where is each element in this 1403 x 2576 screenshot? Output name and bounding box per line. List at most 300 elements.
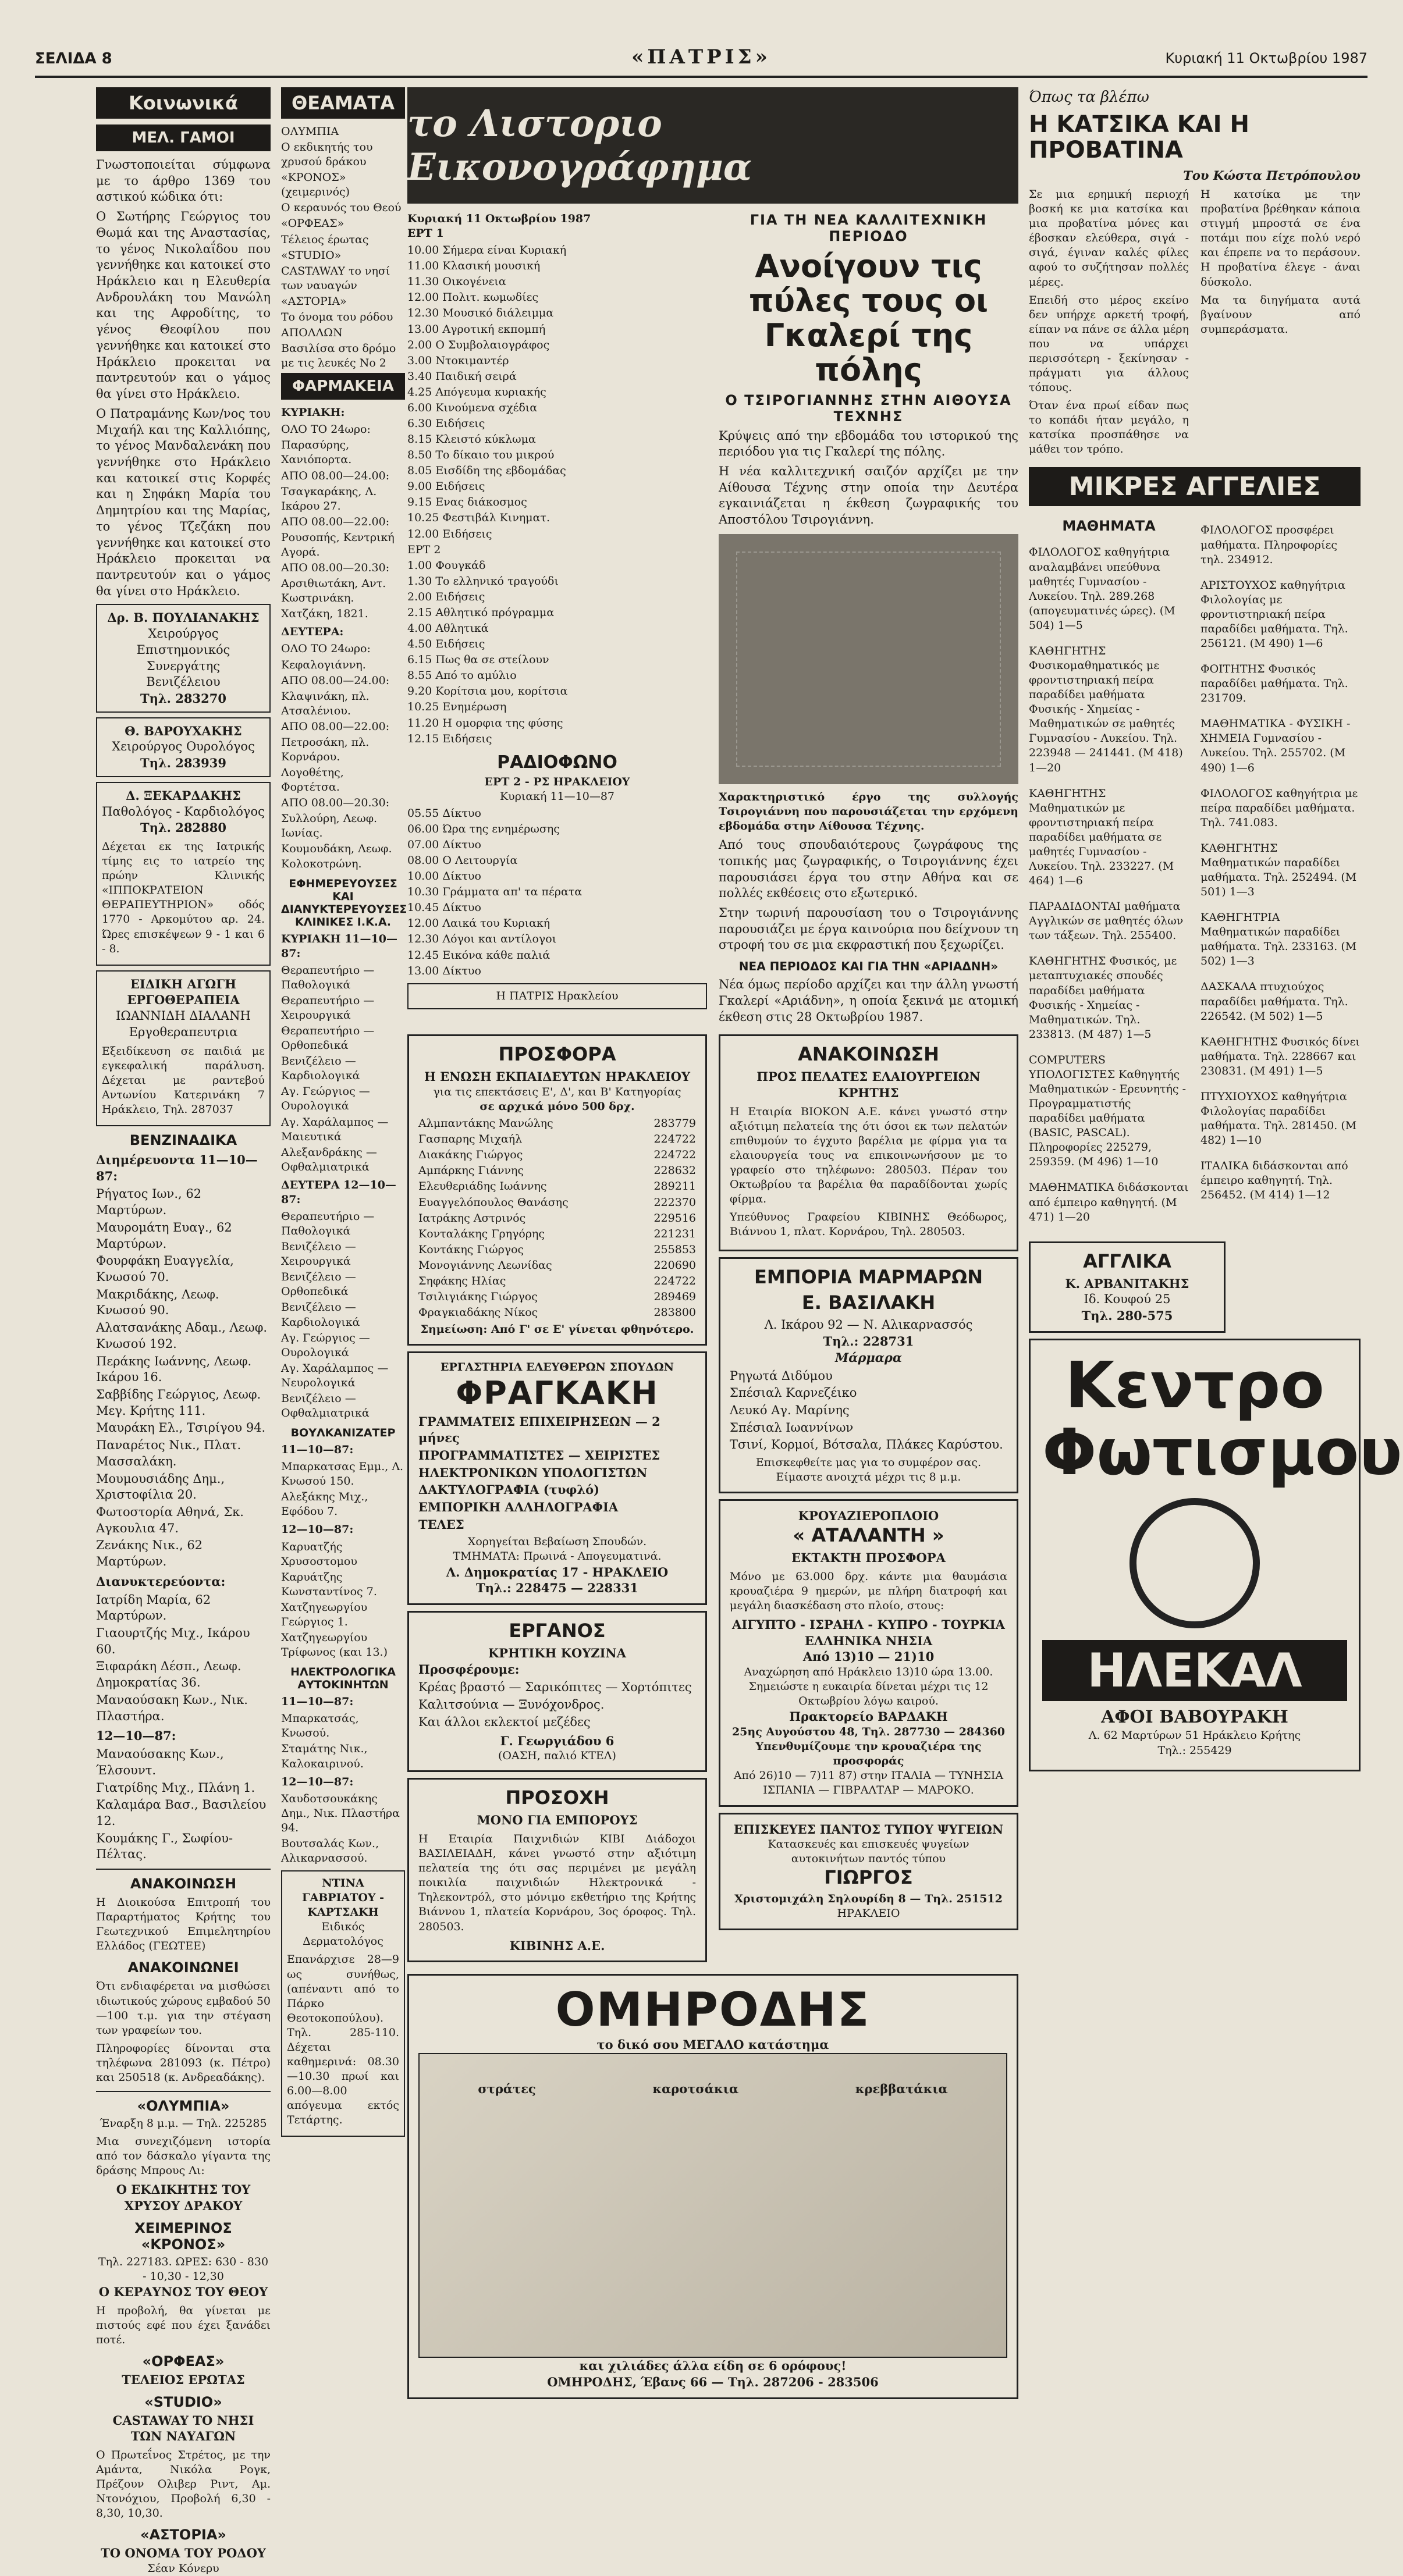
show-item: «STUDIO» (281, 248, 342, 262)
cinema-astoria-film: ΤΟ ΟΝΟΜΑ ΤΟΥ ΡΟΔΟΥ (101, 2546, 266, 2561)
instructor-phone: 289469 (653, 1290, 696, 1304)
list-item: Χαυδοτσουκάκης Δημ., Νικ. Πλαστήρα 94. (281, 1792, 400, 1834)
paper-name: «ΠΑΤΡΙΣ» (631, 45, 771, 69)
lighting-sub: ΑΦΟΙ ΒΑΒΟΥΡΑΚΗ (1101, 1706, 1288, 1727)
list-item: Φουρφάκη Ευαγγελία, Κνωσού 70. (96, 1254, 234, 1284)
list-item: Περάκης Ιωάννης, Λεωφ. Ικάρου 16. (96, 1354, 252, 1385)
fridge-ad (719, 1813, 1018, 1930)
tv-item: 13.00 Αγροτική εκπομπή (407, 322, 546, 336)
column-headline: Η ΚΑΤΣΙΚΑ ΚΑΙ Η ΠΡΟΒΑΤΙΝΑ (1029, 111, 1249, 164)
tv-item: 11.30 Οικογένεια (407, 275, 506, 289)
list-item: ΟΛΟ ΤΟ 24ωρο: (281, 423, 371, 436)
tv-item: 4.00 Αθλητικά (407, 622, 489, 635)
therapist-role: Εργοθεραπευτρια (129, 1024, 238, 1039)
list-item: ΟΛΟ ΤΟ 24ωρο: (281, 642, 371, 656)
column-author: Του Κώστα Πετρόπουλου (1183, 168, 1361, 183)
radio-date: Κυριακή 11—10—87 (499, 789, 615, 803)
headline: Ανοίγουν τις πύλες τους οι Γκαλερί της πόλης (748, 248, 989, 389)
classified-ad: ΠΑΡΑΔΙΔΟΝΤΑΙ μαθήματα Αγγλικών σε μαθητές όλων των τάξεων. Τηλ. 255400. (1029, 900, 1184, 942)
cinema-olympia-text: Μια συνεχιζόμενη ιστορία από τον δάσκαλο γίγαντα της δράσης Μπρους Λι: (96, 2135, 271, 2177)
notice-title: ΑΝΑΚΟΙΝΩΣΗ (130, 1876, 237, 1892)
cruise-morocco: Υπενθυμίζουμε την κρουαζιέρα της προσφοράς (755, 1740, 982, 1768)
cinema-studio-title: «STUDIO» (144, 2393, 222, 2410)
list-item: Τσαγκαράκης, Λ. Ικάρου 27. (281, 485, 377, 513)
lighting-addr: Λ. 62 Μαρτύρων 51 Ηράκλειο Κρήτης (1088, 1729, 1301, 1742)
list-item: Μαναούσακη Κων., Νικ. Πλαστήρα. (96, 1692, 248, 1723)
new-period-title: ΝΕΑ ΠΕΡΙΟΔΟΣ ΚΑΙ ΓΙΑ ΤΗΝ «ΑΡΙΑΔΝΗ» (738, 959, 999, 974)
tv-item: 12.00 Πολιτ. κωμωδίες (407, 291, 539, 304)
weddings-intro: Γνωστοποιείται σύμφωνα με το άρθρο 1369 του αστικού κώδικα ότι: (96, 158, 271, 204)
radio-item: 08.00 Ο Λειτουργία (407, 854, 518, 867)
list-item: Πετροσάκη, πλ. Κορνάρου. (281, 735, 370, 763)
list-item: Σταμάτης Νικ., Καλοκαιρινού. (281, 1742, 368, 1770)
article-p1: Κρύψεις από την εβδομάδα του ιστορικού της περιόδου για τις Γκαλερί της πόλης. (719, 428, 1018, 459)
doctor-specialty: Χειρούργος (148, 627, 219, 641)
tv-channel: ΕΡΤ 1 (407, 227, 444, 240)
instructor-phone: 221231 (653, 1227, 696, 1240)
therapy-ad (96, 970, 271, 1126)
product-label: στράτες (478, 2082, 536, 2097)
tv-item: 9.15 Ενας διάκοσμος (407, 496, 527, 509)
classifieds-left (1029, 512, 1189, 1235)
toys-sub: ΜΟΝΟ ΓΙΑ ΕΜΠΟΡΟΥΣ (477, 1813, 638, 1828)
radio-item: 12.45 Εικόνα κάθε παλιά (407, 948, 550, 962)
english-lessons-ad (1029, 1241, 1226, 1333)
list-item: ΑΠΟ 08.00—24.00: (281, 674, 390, 687)
instructor-name: Μονογιάννης Λεωνίδας (418, 1258, 552, 1272)
classified-ad: ΔΑΣΚΑΛΑ πτυχιούχος παραδίδει μαθήματα. Τηλ. 226542. (Μ 502) 1—5 (1200, 980, 1348, 1023)
cruise-morocco3: ΙΣΠΑΝΙΑ — ΓΙΒΡΑΛΤΑΡ — ΜΑΡΟΚΟ. (763, 1784, 974, 1797)
restaurant-sub: ΚΡΗΤΙΚΗ ΚΟΥΖΙΝΑ (488, 1645, 626, 1660)
section-list (96, 1746, 271, 1863)
divider (96, 2091, 271, 2092)
column-right (1200, 184, 1361, 460)
restaurant-title: ΕΡΓΑΝΟΣ (509, 1619, 606, 1642)
list-item: ΑΠΟ 08.00—22.00: (281, 720, 390, 733)
tv-guide (407, 212, 707, 1029)
instructor-phone: 229516 (653, 1211, 696, 1225)
electrical-list (281, 1695, 405, 1866)
section-list (96, 1592, 271, 1725)
feature-masthead: το Λιστοριο Εικονογράφημα (407, 87, 1018, 204)
cinema-kronos-film: Ο ΚΕΡΑΥΝΟΣ ΤΟΥ ΘΕΟΥ (98, 2284, 268, 2299)
offer-list (418, 1116, 696, 1320)
instructor-phone: 224722 (653, 1274, 696, 1287)
article-p3: Από τους σπουδαιότερους ζωγράφους της τοπικής μας ζωγραφικής, ο Τσιρογιάννης έχει παρουσιάσει έργα του στην Αθήνα και σε πολλές εκθέσεις στο εξωτερικό. (719, 838, 1018, 901)
cinema-olympia-film: Ο ΕΚΔΙΚΗΤΗΣ ΤΟΥ ΧΡΥΣΟΥ ΔΡΑΚΟΥ (116, 2182, 251, 2213)
cinema-astoria-text: Σέαν Κόνερυ (147, 2562, 219, 2575)
therapy-title: ΕΙΔΙΚΗ ΑΓΩΓΗ (130, 976, 236, 991)
show-item: «ΑΣΤΟΡΙΑ» (281, 294, 347, 308)
list-item: Βενιζέλειο — Ορθοπεδικά (281, 1271, 356, 1298)
omirodis-name: ΟΜΗΡΟΔΗΣ (555, 1983, 871, 2037)
cruise-morocco2: Από 26)10 — 7)11 87) στην ΙΤΑΛΙΑ — ΤΥΝΗΣΙΑ (733, 1769, 1004, 1782)
doctor-role: Επιστημονικός Συνεργάτης (136, 642, 230, 673)
school-course: ΤΕΛΕΣ (418, 1517, 464, 1532)
list-item: Μουμουσιάδης Δημ., Χριστοφίλια 20. (96, 1471, 225, 1502)
show-item: «ΟΡΦΕΑΣ» (281, 217, 344, 230)
instructor-row (418, 1290, 696, 1304)
ads-right (719, 1029, 1018, 1968)
list-item: Κουμουδάκη, Λεωφ. Κολοκοτρώνη. (281, 842, 392, 870)
cinema-studio-film: CASTAWAY ΤΟ ΝΗΣΙ ΤΩΝ ΝΑΥΑΓΩΝ (112, 2413, 254, 2444)
instructor-phone: 228632 (653, 1164, 696, 1177)
section-title: ΓΙΑ ΤΗ ΝΕΑ ΚΑΛΛΙΤΕΧΝΙΚΗ ΠΕΡΙΟΔΟ (750, 212, 988, 244)
section-list (281, 1540, 405, 1660)
show-item: ΟΛΥΜΠΙΑ (281, 125, 339, 138)
offer-note: Σημείωση: Από Γ' σε Ε' γίνεται φθηνότερο. (420, 1323, 694, 1336)
instructor-row (418, 1258, 696, 1273)
radio-item: 05.55 Δίκτυο (407, 806, 481, 820)
list-item: Αλατσανάκης Αδαμ., Λεωφ. Κνωσού 192. (96, 1321, 268, 1351)
hospital-list (281, 932, 405, 1421)
doctor-ad-3 (96, 782, 271, 966)
list-item: Λογοθέτης, Φορτέτσα. (281, 766, 344, 794)
instructor-phone: 283800 (653, 1306, 696, 1319)
tv-item: 9.00 Ειδήσεις (407, 480, 485, 493)
cruise-ad (719, 1499, 1018, 1806)
menu-item: Και άλλοι εκλεκτοί μεζέδες (418, 1714, 591, 1729)
section-date: 11—10—87: (281, 1695, 354, 1709)
dermatologist-text: Επανάρχισε 28—9 ως συνήθως, (απέναντι από το Πάρκο Θεοτοκοπούλου). Τηλ. 285-110. Δέχεται καθημερινά: 08.30—10.30 πρωί και 6.00—8.00 απόγευμα εκτός Τετάρτης. (287, 1953, 399, 2127)
marble-item: Λευκό Αγ. Μαρίνης (730, 1403, 850, 1418)
list-item: Μαυρομάτη Ευαγ., 62 Μαρτύρων. (96, 1220, 232, 1251)
classified-ad: ΜΑΘΗΜΑΤΙΚΑ - ΦΥΣΙΚΗ - ΧΗΜΕΙΑ Γυμνασίου - Λυκείου. Τηλ. 255702. (Μ 490) 1—6 (1200, 717, 1351, 774)
doctor-phone: Τηλ. 283270 (140, 691, 226, 706)
column-title: Όπως τα βλέπω (1029, 88, 1149, 106)
dermatologist-specialty: Ειδικός Δερματολόγος (303, 1920, 383, 1948)
page-label: ΣΕΛΙΔΑ 8 (35, 50, 112, 67)
fridge-text: Κατασκευές και επισκευές ψυγείων αυτοκινήτων παντός τύπου (768, 1838, 969, 1866)
tv-item: 4.50 Ειδήσεις (407, 638, 485, 651)
product-label: καροτσάκια (652, 2082, 739, 2097)
radio-item: 06.00 Ώρα της ενημέρωσης (407, 822, 560, 835)
patris-box: Η ΠΑΤΡΙΣ Ηρακλείου (407, 983, 707, 1009)
instructor-phone: 220690 (653, 1258, 696, 1272)
instructor-phone: 224722 (653, 1133, 696, 1146)
omirodis-note: και χιλιάδες άλλα είδη σε 6 ορόφους! (579, 2358, 847, 2374)
list-item: Καρυατζής Χρυσοστομου (281, 1540, 357, 1568)
oil-notice-ad (719, 1034, 1018, 1251)
cruise-depart: Αναχώρηση από Ηράκλειο 13)10 ώρα 13.00. (744, 1666, 993, 1679)
social-banner: Κοινωνικά (96, 87, 271, 119)
instructor-phone: 289211 (653, 1180, 696, 1193)
marble-addr: Λ. Ικάρου 92 — Ν. Αλικαρνασσός (764, 1318, 973, 1332)
list-item: Αγ. Γεώργιος — Ουρολογικά (281, 1331, 370, 1359)
fuel-stations-list (96, 1152, 271, 1863)
marble-item: Σπέσιαλ Καρνεζέικο (730, 1386, 857, 1400)
tv-item: 4.25 Απόγευμα κυριακής (407, 385, 546, 399)
classified-ad: ΜΑΘΗΜΑΤΙΚΑ διδάσκονται από έμπειρο καθηγητή. (Μ 471) 1—20 (1029, 1181, 1189, 1223)
wedding-notice-2: Ο Πατραμάνης Κων/νος του Μιχαήλ και της Καλλιόπης, το γένος Μανδαλενάκη που γεννήθηκε στο Ηράκλειο και κατοικεί στις Κορφές και η Σηφάκη Μαρία του Δημητρίου και της Μαρίας, το γένος Τζεζάκη που γεννήθηκε και κατοικεί στο Ηράκλειο προκειται να παντρευτούν και ο γάμος θα γίνει στο Ηράκλειο. (96, 406, 271, 598)
doctor-specialty: Παθολόγος - Καρδιολόγος (102, 804, 265, 819)
lighting-tel: Τηλ.: 255429 (1157, 1744, 1232, 1757)
tv-item: 8.05 Εισδίδη της εβδομάδας (407, 464, 566, 478)
tv-item: 11.20 Η ομορφια της φύσης (407, 716, 563, 730)
radio-item: 10.45 Δίκτυο (407, 901, 481, 915)
column-p2: Επειδή στο μέρος εκείνο δεν υπήρχε αρκετή τροφή, είπαν να πάνε σε άλλα μέρη που να υπάρχει περισσότερη - ξεκίνησαν - πράγματι για άλλους τόπους. (1029, 293, 1189, 394)
instructor-name: Αμπάρκης Γιάννης (418, 1164, 524, 1177)
list-item: Ρήγατος Ιων., 62 Μαρτύρων. (96, 1187, 202, 1218)
classified-ad: ΦΙΛΟΛΟΓΟΣ καθηγήτρια αναλαμβάνει υπεύθυνα μαθητές Γυμνασίου - Λυκείου. Τηλ. 289.268 (απογευματινές ώρες). (Μ 504) 1—5 (1029, 546, 1175, 632)
list-item: Μπαρκατσάς, Κνωσού. (281, 1712, 359, 1740)
list-item: Αλεξανδράκης — Οφθαλμιατρικά (281, 1145, 377, 1173)
list-item: Γιαουρτζής Μιχ., Ικάρου 60. (96, 1626, 250, 1656)
instructor-name: Τσιλιγιάκης Γιώργος (418, 1290, 538, 1304)
tv-item: 9.20 Κορίτσια μου, κορίτσια (407, 685, 568, 698)
section-date: 12—10—87: (281, 1775, 354, 1788)
fridge-city: ΗΡΑΚΛΕΙΟ (837, 1907, 900, 1920)
tv-item: 1.00 Φουγκάδ (407, 558, 486, 572)
pharmacy-banner: ΦΑΡΜΑΚΕΙΑ (281, 373, 405, 400)
column-listings (281, 87, 407, 2127)
doctor-phone: Τηλ. 283939 (140, 756, 226, 771)
marble-note1: Επισκεφθείτε μας για το συμφέρον σας. (755, 1456, 982, 1470)
oil-notice-sign: Υπεύθυνος Γραφείου ΚΙΒΙΝΗΣ Θεόδωρος, Βιάννου 1, πλατ. Κορνάρου, Τηλ. 280503. (730, 1211, 1007, 1239)
instructor-row (418, 1274, 696, 1289)
marble-name: Ε. ΒΑΣΙΛΑΚΗ (801, 1291, 936, 1314)
list-item: Καρυάτζης Κωνσταντίνος 7. (281, 1570, 377, 1598)
classified-ad: COMPUTERS ΥΠΟΛΟΓΙΣΤΕΣ Καθηγητής Μαθηματικών - Ερευνητής - Προγραμματιστής παραδίδει μαθήματα (BASIC, PASCAL). Πληροφορίες 225279, 259359. (Μ 496) 1—10 (1029, 1053, 1187, 1169)
instructor-name: Κονταλάκης Γρηγόρης (418, 1227, 545, 1240)
cruise-sub: ΕΚΤΑΚΤΗ ΠΡΟΣΦΟΡΑ (791, 1550, 946, 1565)
cruise-agent: Πρακτορείο ΒΑΡΔΑΚΗ (789, 1709, 948, 1724)
list-item: Καλαμάρα Βασ., Βασιλείου 12. (96, 1798, 267, 1828)
fridge-addr: Χριστομιχάλη Σηλουρίδη 8 — Τηλ. 251512 (734, 1892, 1003, 1906)
list-item: Θεραπευτήριο — Παθολογικά (281, 963, 375, 991)
classifieds-right (1200, 512, 1361, 1235)
school-course: ΔΑΚΤΥΛΟΓΡΑΦΙΑ (τυφλό) (418, 1482, 600, 1497)
school-course: ΗΛΕΚΤΡΟΝΙΚΩΝ ΥΠΟΛΟΓΙΣΤΩΝ (418, 1465, 648, 1480)
school-name: ΦΡΑΓΚΑΚΗ (456, 1375, 659, 1412)
instructor-phone: 222370 (653, 1196, 696, 1209)
classified-ad: ΠΤΥΧΙΟΥΧΟΣ καθηγήτρια Φιλολογίας παραδίδει μαθήματα. Τηλ. 281450. (Μ 482) 1—10 (1200, 1090, 1357, 1147)
restaurant-offer: Προσφέρουμε: (418, 1661, 520, 1677)
radio-sub: ΕΡΤ 2 - ΡΣ ΗΡΑΚΛΕΙΟΥ (484, 775, 630, 788)
lighting-line1: Κεντρο (1065, 1347, 1324, 1422)
cruise-dates: Από 13)10 — 21)10 (802, 1649, 935, 1664)
pharmacy-list (281, 405, 405, 871)
section-list (281, 642, 405, 871)
cinema-studio-text: Ο Πρωτεΐνος Στρέτος, με την Αμάντα, Νικόλα Ρογκ, Πρέζουν Ολιβερ Ριντ, Αμ. Ντονόχιου, Προβολή 6,30 - 8,30, 10,30. (96, 2448, 271, 2520)
list-item: Μακριδάκης, Λεωφ. Κνωσού 90. (96, 1287, 219, 1318)
instructor-name: Ελευθεριάδης Ιωάννης (418, 1180, 547, 1193)
classified-ad: ΚΑΘΗΓΗΤΗΣ Μαθηματικών με φροντιστηριακή πείρα παραδίδει μαθήματα σε μαθητές Γυμνασίου - Λυκείου. Τηλ. 233227. (Μ 464) 1—6 (1029, 787, 1174, 888)
lighting-brand: ΗΛΕΚΑΛ (1042, 1640, 1347, 1701)
list-item: Βενιζέλειο — Καρδιολογικά (281, 1055, 360, 1083)
section-list (281, 1209, 405, 1421)
doctor-specialty: Χειρούργος Ουρολόγος (112, 739, 255, 754)
cinema-astoria-title: «ΑΣΤΟΡΙΑ» (140, 2527, 226, 2543)
section-list (281, 422, 405, 621)
show-item: Ο εκδικητής του χρυσού δράκου (281, 141, 373, 169)
instructor-row (418, 1116, 696, 1131)
school-course: ΠΡΟΓΡΑΜΜΑΤΙΣΤΕΣ — ΧΕΙΡΙΣΤΕΣ (418, 1447, 660, 1463)
tv-item: 6.00 Κινούμενα σχέδια (407, 401, 538, 414)
marble-note2: Είμαστε ανοιχτά μέχρι τις 8 μ.μ. (776, 1471, 961, 1484)
offer-sub3: σε αρχικά μόνο 500 δρχ. (479, 1100, 635, 1113)
tv-item: 12.00 Ειδήσεις (407, 527, 492, 540)
restaurant-addr: Γ. Γεωργιάδου 6 (500, 1733, 615, 1748)
school-list (418, 1414, 696, 1532)
cruise-title: ΚΡΟΥΑΖΙΕΡΟΠΛΟΙΟ (798, 1508, 939, 1524)
article-p5: Νέα όμως περίοδο αρχίζει και την άλλη γνωστή Γκαλερί «Αριάδνη», η οποία ξεκινά με ατομική έκθεση στις 28 Οκτωβρίου 1987. (719, 977, 1018, 1024)
list-item: Αγ. Γεώργιος — Ουρολογικά (281, 1085, 370, 1113)
instructor-name: Γασπαρης Μιχαήλ (418, 1133, 523, 1146)
list-item: Κουμάκης Γ., Σωφίου-Πέλτας. (96, 1831, 233, 1862)
classified-ad: ΚΑΘΗΓΗΤΗΣ Μαθηματικών παραδίδει μαθήματα. Τηλ. 252494. (Μ 501) 1—3 (1200, 841, 1357, 899)
classified-ad: ΑΡΙΣΤΟΥΧΟΣ καθηγήτρια Φιλολογίας με φροντιστηριακή πείρα παραδίδει μαθήματα. Τηλ. 256121. (Μ 490) 1—6 (1200, 578, 1348, 650)
instructor-row (418, 1211, 696, 1226)
tv-item: 2.15 Αθλητικό πρόγραμμα (407, 606, 555, 619)
list-item: Βενιζέλειο — Καρδιολογικά (281, 1301, 360, 1329)
tv-date: Κυριακή 11 Οκτωβρίου 1987 (407, 212, 591, 225)
list-item: Μαυράκη Ελ., Τσιρίγου 94. (96, 1421, 266, 1435)
list-item: Παρασύρης, Χανιόπορτα. (281, 439, 352, 467)
hospitals-title: ΕΦΗΜΕΡΕΥΟΥΣΕΣ ΚΑΙ ΔΙΑΝΥΚΤΕΡΕΥΟΥΣΕΣ ΚΛΙΝΙΚΕΣ Ι.Κ.Α. (281, 877, 407, 928)
instructor-row (418, 1148, 696, 1162)
show-item: Ο κεραυνός του Θεού (281, 201, 402, 215)
list-item: Αρσιθιωτάκη, Αντ. Κωστρινάκη. (281, 577, 386, 605)
show-item: «ΚΡΟΝΟΣ» (χειμερινός) (281, 171, 350, 199)
doctor-ad-2 (96, 717, 271, 777)
doctor-ad-1 (96, 604, 271, 712)
radio-list (407, 806, 707, 979)
show-item: Τέλειος έρωτας (281, 233, 369, 246)
marble-title: ΕΜΠΟΡΙΑ ΜΑΡΜΑΡΩΝ (754, 1266, 983, 1289)
list-item: Βουτσαλάς Κων., Αλικαρνασσού. (281, 1837, 379, 1865)
column-p1: Σε μια ερημική περιοχή βοσκή κε μια κατσίκα και μια προβατίνα μόνες και έβοσκαν ελεύθερα, σιγά - σιγά, έγιναν καλές φίλες αφού το συζήτησαν πολλές μέρες. (1029, 188, 1189, 289)
section-date: 12—10—87: (281, 1523, 354, 1536)
list-item: Χατζάκη, 1821. (281, 607, 368, 621)
tv-item: ΕΡΤ 2 (407, 543, 441, 556)
subhead: Ο ΤΣΙΡΟΓΙΑΝΝΗΣ ΣΤΗΝ ΑΙΘΟΥΣΑ ΤΕΧΝΗΣ (725, 392, 1012, 425)
dermatologist-ad (281, 1870, 405, 2137)
english-teacher: Κ. ΑΡΒΑΝΙΤΑΚΗΣ (1065, 1276, 1189, 1291)
instructor-row (418, 1164, 696, 1178)
show-item: Βασιλίσα στο δρόμο με τις λευκές Νο 2 (281, 342, 396, 370)
list-item: Συλλούρη, Λεωφ. Ιωνίας. (281, 812, 378, 840)
fridge-title: ΕΠΙΣΚΕΥΕΣ ΠΑΝΤΟΣ ΤΥΠΟΥ ΨΥΓΕΙΩΝ (733, 1821, 1004, 1837)
tv-item: 12.30 Μουσικό διάλειμμα (407, 307, 554, 320)
classified-ad: ΚΑΘΗΓΗΤΡΙΑ Μαθηματικών παραδίδει μαθήματα. Τηλ. 233163. (Μ 502) 1—3 (1200, 911, 1357, 968)
school-addr: Λ. Δημοκρατίας 17 - ΗΡΑΚΛΕΙΟ (446, 1564, 669, 1579)
cruise-name: « ΑΤΑΛΑΝΤΗ » (793, 1524, 944, 1547)
classified-ad: ΚΑΘΗΓΗΤΗΣ Φυσικός, με μεταπτυχιακές σπουδές παραδίδει μαθήματα Φυσικής - Χημείας - Μαθηματικών. Τηλ. 233813. (Μ 487) 1—5 (1029, 955, 1177, 1041)
omirodis-footer: ΟΜΗΡΟΔΗΣ, Έβανς 66 — Τηλ. 287206 - 283506 (547, 2374, 879, 2389)
cinema-olympia-info: Έναρξη 8 μ.μ. — Τηλ. 225285 (100, 2116, 267, 2130)
lighting-center-ad (1029, 1339, 1402, 1771)
shows-list (281, 124, 405, 371)
tv-item: 2.00 Ο Συμβολαιογράφος (407, 338, 550, 351)
fuel-title: ΒΕΝΖΙΝΑΔΙΚΑ (129, 1132, 237, 1148)
section-list (281, 1712, 405, 1771)
section-list (96, 1186, 271, 1570)
cruise-addr: 25ης Αυγούστου 48, Τηλ. 287730 — 284360 (731, 1725, 1006, 1739)
toys-sign: ΚΙΒΙΝΗΣ Α.Ε. (509, 1938, 605, 1953)
cinema-kronos-text: Η προβολή, θα γίνεται με πιστούς εφέ που έχει ξανάδει ποτέ. (96, 2304, 271, 2346)
column-body (1029, 184, 1361, 460)
section-list (281, 1460, 405, 1519)
list-item: Θεραπευτήριο — Παθολογικά (281, 1210, 375, 1238)
section-date: ΚΥΡΙΑΚΗ 11—10—87: (281, 932, 397, 960)
doctor-name: Θ. ΒΑΡΟΥΧΑΚΗΣ (125, 723, 242, 738)
section-date: ΔΕΥΤΕΡΑ 12—10—87: (281, 1178, 396, 1206)
instructor-row (418, 1132, 696, 1147)
show-item: ΑΠΟΛΛΩΝ (281, 326, 343, 340)
instructor-row (418, 1227, 696, 1241)
cruise-route2: ΕΛΛΗΝΙΚΑ ΝΗΣΙΑ (804, 1633, 933, 1648)
english-tel: Τηλ. 280-575 (1081, 1308, 1173, 1323)
school-course: ΕΜΠΟΡΙΚΗ ΑΛΛΗΛΟΓΡΑΦΙΑ (418, 1499, 619, 1514)
list-item: Ιατρίδη Μαρία, 62 Μαρτύρων. (96, 1592, 211, 1623)
tv-item: 1.30 Το ελληνικό τραγούδι (407, 574, 559, 588)
doctor-hospital: Βενιζέλειου (146, 675, 221, 689)
lessons-title: ΜΑΘΗΜΑΤΑ (1062, 518, 1156, 535)
marble-tel: Τηλ.: 228731 (823, 1334, 914, 1349)
list-item: Βενιζέλειο — Χειρουργικά (281, 1240, 356, 1268)
list-item: Γιατρίδης Μιχ., Πλάνη 1. (96, 1780, 255, 1795)
tv-item: 3.40 Παιδική σειρά (407, 369, 517, 383)
instructor-name: Κοντάκης Γιώργος (418, 1243, 524, 1256)
toys-ad (407, 1778, 707, 1962)
omirodis-items (420, 2056, 1006, 2098)
column-opinion (1029, 87, 1402, 2030)
toys-text: Η Εταιρία Παιχνιδιών ΚΙΒΙ Διάδοχοι ΒΑΣΙΛΕΙΑΔΗ, κάνει γνωστό στην αξιότιμη πελατεία της ότι σας περιμένει με μεγάλη ποικιλία παιχνιδιών Ηλεκτρονικά - Τηλεκοντρόλ, στο μόνιμο εκθετήριο της Κρήτης Βιάννου 1, πλατεία Κορνάρου, 3ος όροφος. Τηλ. 280503. (418, 1833, 696, 1933)
list-item: Αλεξάκης Μιχ., Εφόδου 7. (281, 1490, 368, 1518)
english-addr: Ιδ. Κουφού 25 (1084, 1292, 1171, 1307)
wedding-notice-1: Ο Σωτήρης Γεώργιος του Θωμά και της Αναστασίας, το γένος Νικολαΐδου που γεννήθηκε και κατοικεί στο Ηράκλειο και η Ελευθερία Ανδρουλάκη του Μανώλη και της Αφροδίτης, το γένος Θεοφίλου που γεννήθηκε και κατοικεί στο Ηράκλειο προκειται να παντρευτούν και ο γάμος θα γίνει στο Ηράκλειο. (96, 209, 271, 401)
list-item: Αγ. Χαράλαμπος — Νευρολογικά (281, 1361, 389, 1389)
issue-date: Κυριακή 11 Οκτωβρίου 1987 (1165, 50, 1368, 66)
tv-item: 2.00 Ειδήσεις (407, 590, 485, 603)
cruise-note: Σημειώστε η ευκαιρία δίνεται μέχρι τις 12 Οκτωβρίου λόγω καιρού. (748, 1680, 989, 1708)
oil-notice-text: Η Εταιρία ΒΙΟΚΟΝ Α.Ε. κάνει γνωστό στην αξιότιμη πελατεία της ότι όσοι εκ των πελατών επιθυμούν το έγχυτο βαρέλια με φίρμα για τα ελαιουργεία τους να επικοινωνήσουν με το γραφείο στο τηλέφωνο: 280503. Πέραν του Οκτωβρίου τα βαρέλια θα παραδίδονται χωρίς φίρμα. (730, 1105, 1007, 1206)
show-item: CASTAWAY το νησί των ναυαγών (281, 264, 390, 292)
tv-item: 8.15 Κλειστό κύκλωμα (407, 433, 536, 446)
list-item: Ρουσοπής, Κεντρική Αγορά. (281, 531, 395, 558)
menu-item: Κρέας βραστό — Σαρικόπιτες — Χορτόπιτες (418, 1680, 692, 1695)
instructor-name: Φραγκιαδάκης Νίκος (418, 1306, 538, 1319)
school-sessions: ΤΜΗΜΑΤΑ: Πρωινά - Απογευματινά. (453, 1550, 662, 1563)
list-item: Κλαψινάκη, πλ. Ατσαλένιου. (281, 689, 370, 717)
lighting-line2: Φωτισμου (1042, 1415, 1402, 1490)
school-ad (407, 1351, 707, 1605)
school-header: ΕΡΓΑΣΤΗΡΙΑ ΕΛΕΥΘΕΡΩΝ ΣΠΟΥΔΩΝ (440, 1361, 674, 1374)
offer-sub2: για τις επεκτάσεις Ε', Δ', και Β' Κατηγορίας (433, 1086, 681, 1099)
tv-list (407, 243, 707, 746)
list-item: Σαββίδης Γεώργιος, Λεωφ. Μεγ. Κρήτης 111. (96, 1387, 261, 1418)
cinema-kronos-title: ΧΕΙΜΕΡΙΝΟΣ «ΚΡΟΝΟΣ» (134, 2219, 232, 2253)
classified-ad: ΙΤΑΛΙΚΑ διδάσκονται από έμπειρο καθηγητή. Τηλ. 256452. (Μ 414) 1—12 (1200, 1159, 1348, 1202)
instructor-phone: 255853 (653, 1243, 696, 1256)
list-item: Χατζηγεωργίου Γεώργιος 1. (281, 1600, 368, 1628)
marble-item: Σπέσιαλ Ιωαννίνων (730, 1420, 854, 1435)
restaurant-list (418, 1680, 696, 1730)
tv-item: 3.00 Ντοκιμαντέρ (407, 354, 509, 367)
cinema-orfeas-title: «ΟΡΦΕΑΣ» (142, 2353, 225, 2369)
fridge-name: ΓΙΩΡΓΟΣ (824, 1866, 913, 1889)
photo-caption: Χαρακτηριστικό έργο της συλλογής Τσιρογιάννη που παρουσιάζεται την ερχόμενη εβδομάδα στην Αίθουσα Τέχνης. (719, 790, 1018, 833)
shows-banner: ΘΕΑΜΑΤΑ (281, 87, 405, 119)
notice-p2: Πληροφορίες δίνονται στα τηλέφωνα 281093 (κ. Πέτρο) και 250518 (κ. Ανδρεαδάκης). (96, 2041, 271, 2084)
list-item: Θεραπευτήριο — Ορθοπεδικά (281, 1024, 375, 1052)
vulcanizer-title: ΒΟΥΛΚΑΝΙΖΑΤΕΡ (290, 1426, 396, 1440)
oil-notice-sub: ΠΡΟΣ ΠΕΛΑΤΕΣ ΕΛΑΙΟΥΡΓΕΙΩΝ ΚΡΗΤΗΣ (756, 1069, 981, 1101)
tv-item: 10.00 Σήμερα είναι Κυριακή (407, 244, 567, 257)
classified-ad: ΦΙΛΟΛΟΓΟΣ προσφέρει μαθήματα. Πληροφορίες τηλ. 234912. (1200, 524, 1338, 566)
cinema-kronos-info: Τηλ. 227183. ΩΡΕΣ: 630 - 830 - 10,30 - 12,30 (98, 2255, 269, 2283)
